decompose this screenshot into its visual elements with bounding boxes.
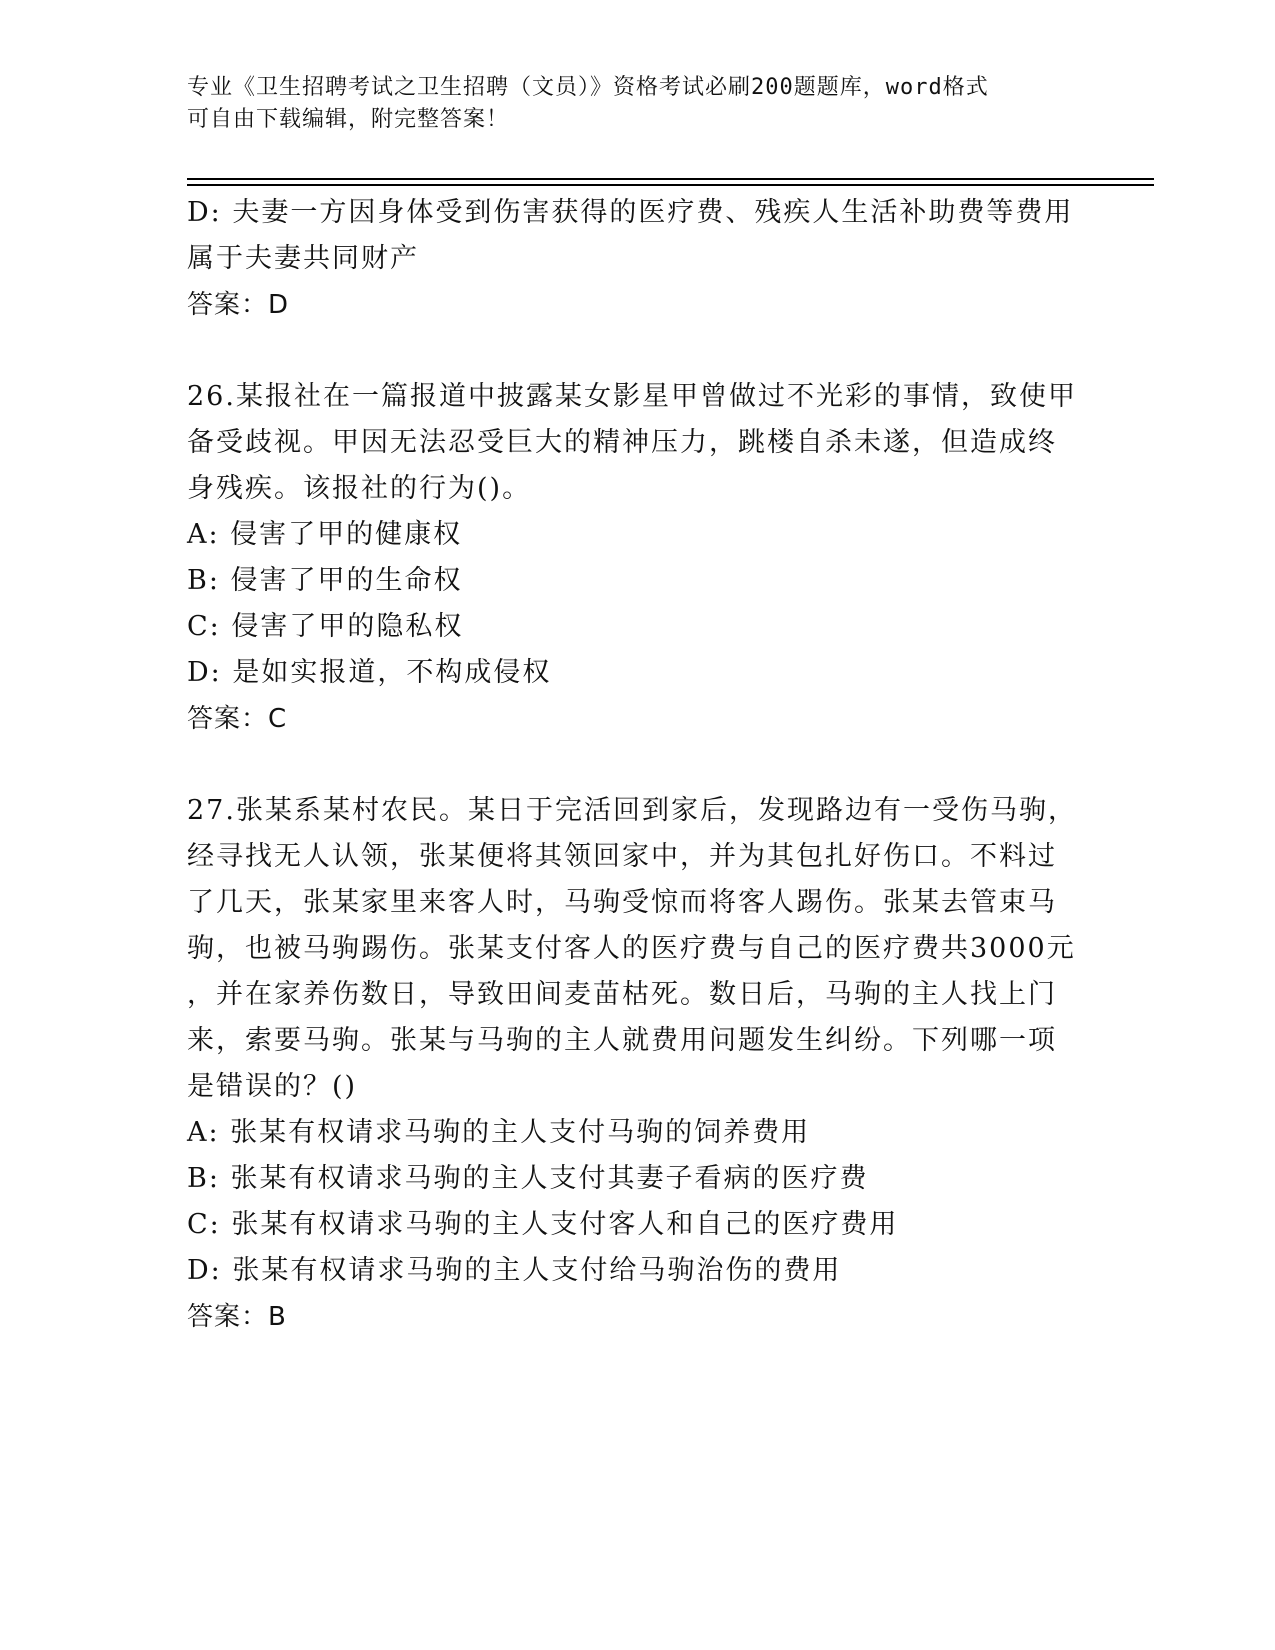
question-stem-line: 了几天，张某家里来客人时，马驹受惊而将客人踢伤。张某去管束马 bbox=[187, 887, 1057, 918]
header-title-line1: 专业《卫生招聘考试之卫生招聘（文员）》资格考试必刷200题题库，word格式 bbox=[187, 75, 989, 100]
question-stem-line: 身残疾。该报社的行为()。 bbox=[187, 473, 532, 504]
option-b: B: 张某有权请求马驹的主人支付其妻子看病的医疗费 bbox=[187, 1163, 869, 1194]
question-stem-line: 是错误的？() bbox=[187, 1071, 358, 1102]
question-stem-line: 驹，也被马驹踢伤。张某支付客人的医疗费与自己的医疗费共3000元 bbox=[187, 933, 1076, 964]
question-stem-line: 来，索要马驹。张某与马驹的主人就费用问题发生纠纷。下列哪一项 bbox=[187, 1025, 1057, 1056]
option-c: C: 侵害了甲的隐私权 bbox=[187, 611, 464, 642]
option-d: D: 是如实报道，不构成侵权 bbox=[187, 657, 552, 688]
document-body bbox=[187, 190, 1087, 1340]
question-stem-line: 26.某报社在一篇报道中披露某女影星甲曾做过不光彩的事情，致使甲 bbox=[187, 381, 1077, 412]
option-d-text-line1: D: 夫妻一方因身体受到伤害获得的医疗费、残疾人生活补助费等费用 bbox=[187, 197, 1074, 228]
question-stem-line: 27.张某系某村农民。某日于完活回到家后，发现路边有一受伤马驹， bbox=[187, 795, 1077, 826]
question-stem-line: 备受歧视。甲因无法忍受巨大的精神压力，跳楼自杀未遂，但造成终 bbox=[187, 427, 1057, 458]
prev-question-block bbox=[187, 190, 1087, 328]
question-stem-line: ，并在家养伤数日，导致田间麦苗枯死。数日后，马驹的主人找上门 bbox=[187, 979, 1057, 1010]
document-header bbox=[187, 72, 1087, 136]
option-a: A: 侵害了甲的健康权 bbox=[187, 519, 463, 550]
question-stem-line: 经寻找无人认领，张某便将其领回家中，并为其包扎好伤口。不料过 bbox=[187, 841, 1057, 872]
option-d-text-line2: 属于夫妻共同财产 bbox=[187, 243, 419, 274]
question-27 bbox=[187, 788, 1087, 1340]
answer-label: 答案：C bbox=[187, 704, 288, 734]
header-divider-bottom bbox=[187, 184, 1154, 186]
option-a: A: 张某有权请求马驹的主人支付马驹的饲养费用 bbox=[187, 1117, 811, 1148]
spacer bbox=[187, 742, 1087, 788]
answer-label: 答案：B bbox=[187, 1302, 287, 1332]
header-title-line2: 可自由下载编辑，附完整答案！ bbox=[187, 107, 510, 132]
header-divider-top bbox=[187, 178, 1154, 180]
option-b: B: 侵害了甲的生命权 bbox=[187, 565, 463, 596]
answer-label: 答案：D bbox=[187, 290, 290, 320]
spacer bbox=[187, 328, 1087, 374]
option-d: D: 张某有权请求马驹的主人支付给马驹治伤的费用 bbox=[187, 1255, 842, 1286]
option-c: C: 张某有权请求马驹的主人支付客人和自己的医疗费用 bbox=[187, 1209, 899, 1240]
question-26 bbox=[187, 374, 1087, 742]
